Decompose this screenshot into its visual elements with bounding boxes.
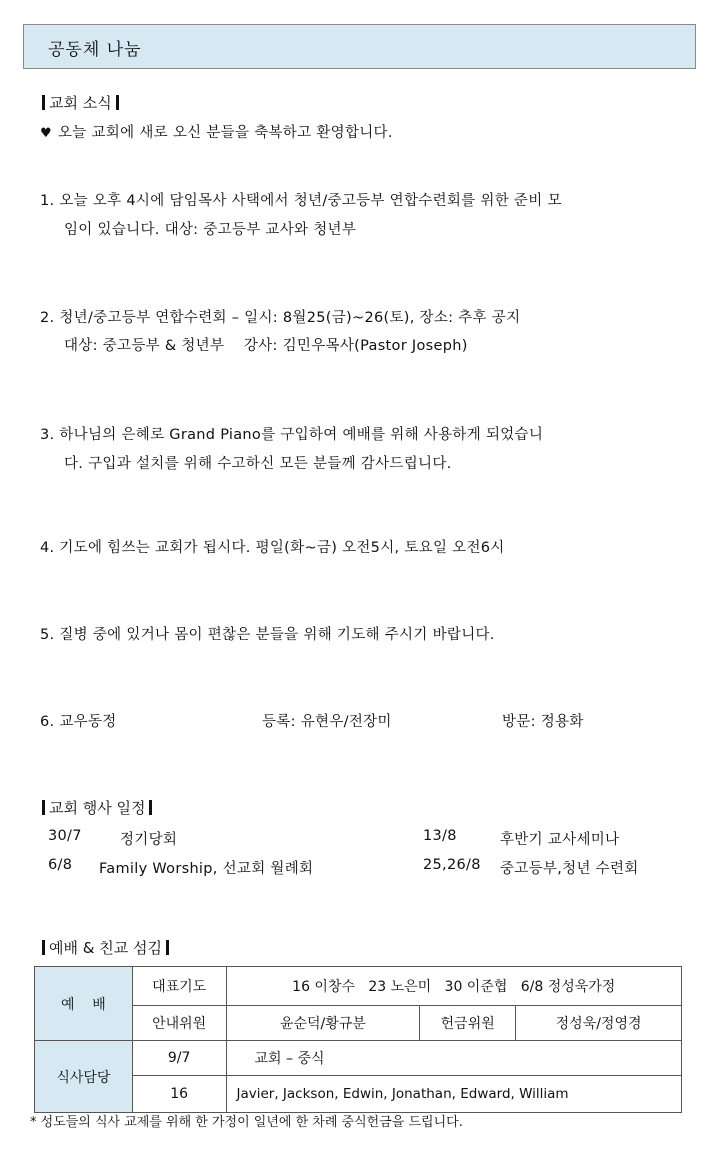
meal-label: 식사담당 <box>35 1041 133 1113</box>
service-section-title <box>38 937 173 958</box>
section-bar-right <box>149 800 152 815</box>
section-bar-left <box>42 800 45 815</box>
table-row <box>35 1041 682 1076</box>
offering-label: 헌금위원 <box>420 1006 516 1041</box>
welcome-text: 오늘 교회에 새로 오신 분들을 축복하고 환영합니다. <box>57 125 393 141</box>
news-item-5: 5. 질병 중에 있거나 몸이 편찮은 분들을 위해 기도해 주시기 바랍니다. <box>40 627 495 643</box>
section-bar-right <box>116 95 119 110</box>
section-bar-left <box>42 95 45 110</box>
table-row <box>35 1076 682 1113</box>
table-row <box>35 1006 682 1041</box>
page-title: 공동체 나눔 <box>48 40 142 60</box>
service-title-text: 예배 & 친교 섬김 <box>49 939 162 957</box>
usher-label: 안내위원 <box>132 1006 226 1041</box>
welcome-line <box>40 121 393 142</box>
event-row-1-right-text: 후반기 교사세미나 <box>500 832 620 848</box>
events-title-text: 교회 행사 일정 <box>49 799 146 817</box>
news-item-2-line2: 대상: 중고등부 & 청년부 강사: 김민우목사(Pastor Joseph) <box>64 338 468 354</box>
event-row-2-left-date: 6/8 <box>48 857 73 873</box>
news-item-3-line2: 다. 구입과 설치를 위해 수고하신 모든 분들께 감사드립니다. <box>64 456 452 472</box>
prayer-value: 16 이창수 23 노은미 30 이준협 6/8 정성욱가정 <box>226 967 682 1006</box>
event-row-2-left-text: Family Worship, 선교회 월례회 <box>99 861 314 877</box>
worship-label: 예 배 <box>35 967 133 1041</box>
event-row-2-right-text: 중고등부,청년 수련회 <box>500 861 639 877</box>
service-table <box>34 966 682 1113</box>
news-item-6-register: 등록: 유현우/전장미 <box>262 714 392 730</box>
news-item-4: 4. 기도에 힘쓰는 교회가 됩시다. 평일(화~금) 오전5시, 토요일 오전6시 <box>40 540 505 556</box>
usher-value: 윤순덕/황규분 <box>226 1006 420 1041</box>
events-section-title <box>38 797 156 818</box>
footnote: * 성도들의 식사 교제를 위해 한 가정이 일년에 한 차례 중식헌금을 드립니다. <box>30 1115 463 1130</box>
section-bar-left <box>42 940 45 955</box>
section-bar-right <box>166 940 169 955</box>
news-section-title <box>38 92 123 113</box>
offering-value: 정성욱/정영경 <box>516 1006 682 1041</box>
news-item-6-visit: 방문: 정용화 <box>502 714 584 730</box>
news-item-1-line1: 1. 오늘 오후 4시에 담임목사 사택에서 청년/중고등부 연합수련회를 위한 준비 모 <box>40 193 562 209</box>
meal-date: 16 <box>132 1076 226 1113</box>
header-box <box>23 24 696 69</box>
event-row-2-right-date: 25,26/8 <box>423 857 481 873</box>
news-item-1-line2: 임이 있습니다. 대상: 중고등부 교사와 청년부 <box>64 222 357 238</box>
heart-icon: ♥ <box>40 126 52 141</box>
event-row-1-left-date: 30/7 <box>48 828 82 844</box>
news-item-2-line1: 2. 청년/중고등부 연합수련회 – 일시: 8월25(금)~26(토), 장소: 추후 공지 <box>40 310 521 326</box>
news-title-text: 교회 소식 <box>49 94 112 112</box>
prayer-label: 대표기도 <box>132 967 226 1006</box>
news-item-3-line1: 3. 하나님의 은혜로 Grand Piano를 구입하여 예배를 위해 사용하게 되었습니 <box>40 427 544 443</box>
table-row <box>35 967 682 1006</box>
meal-value: 교회 – 중식 <box>226 1041 682 1076</box>
news-item-6-label: 6. 교우동정 <box>40 714 117 730</box>
meal-date: 9/7 <box>132 1041 226 1076</box>
event-row-1-right-date: 13/8 <box>423 828 457 844</box>
event-row-1-left-text: 정기당회 <box>120 832 178 848</box>
meal-value: Javier, Jackson, Edwin, Jonathan, Edward, William <box>226 1076 682 1113</box>
